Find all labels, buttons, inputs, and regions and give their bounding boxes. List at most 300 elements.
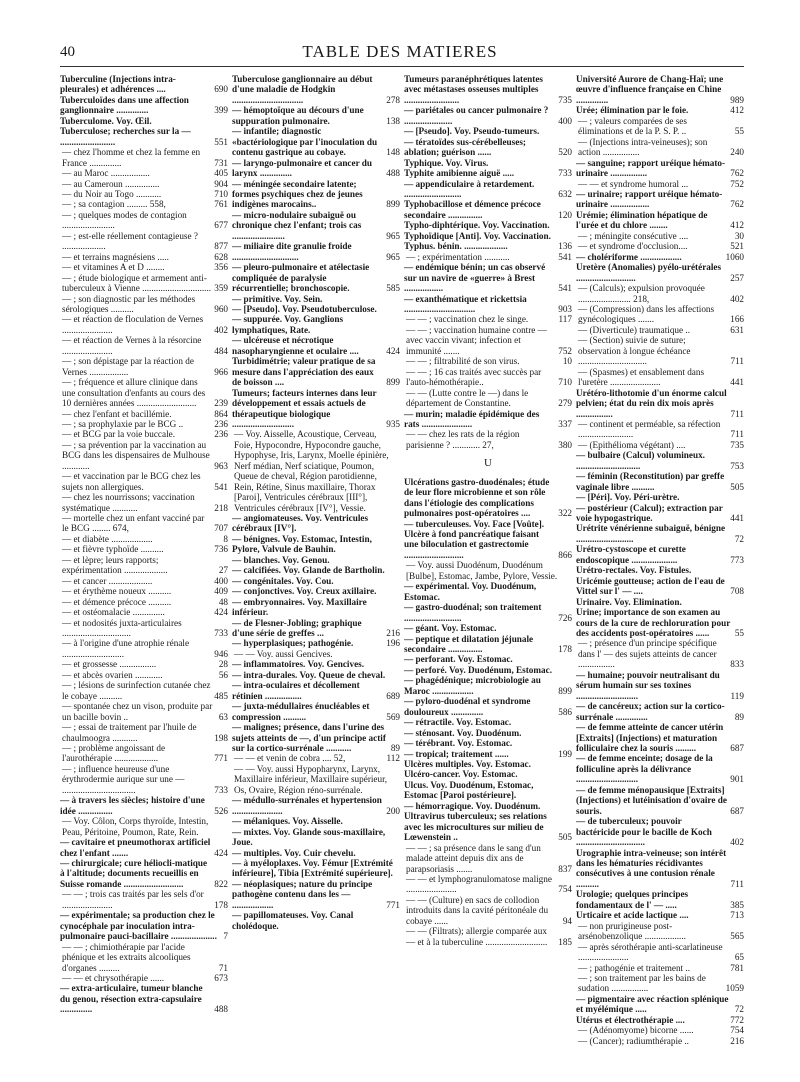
entry-text: Urée; élimination par le foie. — [576, 105, 689, 116]
entry-text: — de femme enceinte; dosage de la folliculine après la délivrance ........................... — [576, 753, 713, 785]
index-entry — [576, 973, 744, 994]
entry-page-number: 771 — [214, 753, 228, 764]
index-entry — [60, 544, 228, 554]
entry-page-number: 541 — [558, 283, 572, 294]
entry-page-number: 708 — [730, 586, 744, 597]
index-entry — [60, 670, 228, 680]
entry-text: — chirurgicale; cure héliocli-matique à l'altitude; documents recueillis en Suisse romande .......................... — [60, 857, 208, 889]
index-entry — [404, 252, 572, 262]
entry-text: Typhoïdique [Anti]. Voy. Vaccination. — [404, 230, 551, 241]
entry-text: — au Maroc ................. — [62, 168, 150, 179]
entry-page-number: 711 — [730, 408, 744, 419]
index-entry — [404, 314, 572, 324]
entry-page-number: 586 — [558, 706, 572, 717]
entry-text: Urologie; quelques principes fondamentaux de l' — ..... — [576, 889, 689, 910]
entry-text: — — (Culture) en sacs de collodion introduits dans la cavité péritonéale du cobaye ...... — [406, 894, 549, 926]
index-entry — [576, 963, 744, 973]
index-entry — [576, 921, 744, 942]
index-entry — [232, 858, 400, 879]
entry-page-number: 960 — [214, 303, 228, 314]
entry-text: — extra-articulaire, tumeur blanche du genou, résection extra-capsulaire .............. — [60, 983, 203, 1015]
entry-text: — — et chrysothérapie ...... — [62, 972, 165, 983]
entry-page-number: 521 — [730, 241, 744, 252]
index-entry — [60, 116, 228, 126]
entry-text: Tumeurs; facteurs internes dans leur développement et essais actuels de thérapeutique biologique ........................... — [232, 387, 377, 429]
entry-text: — bénignes. Voy. Estomac, Intestin, Pylore, Valvule de Bauhin. — [232, 533, 372, 555]
index-entry — [60, 273, 228, 294]
entry-text: Urétro-rectales. Voy. Fistules. — [576, 565, 692, 576]
index-entry — [576, 753, 744, 784]
entry-page-number: 752 — [558, 345, 572, 356]
index-entry — [404, 241, 572, 251]
entry-page-number: 385 — [730, 899, 744, 910]
entry-page-number: 754 — [558, 884, 572, 895]
entry-text: — phagédénique; microbiologie au Maroc .................. — [404, 675, 541, 696]
entry-text: — et fièvre typhoïde .......... — [62, 544, 164, 555]
index-entry — [404, 801, 572, 811]
entry-text: — (Compression) dans les affections gynécologiques ....... — [578, 303, 715, 325]
entry-text: — sanguine; rapport uréique hémato-urinaire ................ — [576, 157, 726, 179]
index-entry — [232, 304, 400, 314]
index-entry — [60, 942, 228, 973]
entry-text: — ; essai de traitement par l'huile de chaulmoogra ........... — [62, 722, 197, 743]
index-entry — [232, 670, 400, 680]
entry-page-number: 380 — [558, 439, 572, 450]
entry-page-number: 822 — [214, 878, 228, 889]
entry-page-number: 731 — [214, 157, 228, 168]
entry-text: Tuberculose ganglionnaire au début d'une maladie de Hodgkin ............................... — [232, 74, 373, 105]
entry-text: — et érythème noueux .......... — [62, 586, 172, 597]
index-entry — [60, 889, 228, 910]
entry-text: Typhus. bénin. ................... — [404, 241, 508, 252]
index-entry — [576, 388, 744, 419]
entry-page-number: 185 — [558, 936, 572, 947]
entry-text: Urticaire et acide lactique .... — [576, 910, 689, 921]
index-entry — [232, 618, 400, 639]
index-entry — [60, 74, 228, 95]
entry-text: — suppurée. Voy. Ganglions lymphatiques, Rate. — [232, 314, 344, 335]
entry-page-number: 735 — [730, 439, 744, 450]
index-entry — [576, 158, 744, 179]
entry-page-number: 1059 — [725, 983, 744, 994]
entry-page-number: 687 — [730, 743, 744, 753]
index-entry — [232, 126, 400, 157]
index-entry — [60, 419, 228, 429]
entry-text: — postérieur (Calcul); extraction par voie hypogastrique. — [576, 502, 723, 524]
index-entry — [232, 701, 400, 722]
index-entry — [60, 764, 228, 795]
entry-page-number: 762 — [730, 199, 744, 210]
index-entry — [404, 780, 572, 801]
entry-text: — (Epithélioma végétant) .... — [578, 439, 686, 450]
index-entry — [60, 356, 228, 377]
entry-text: — géant. Voy. Estomac. — [404, 623, 497, 634]
index-entry — [232, 314, 400, 335]
index-entry — [232, 388, 400, 430]
entry-page-number: 781 — [730, 962, 744, 973]
index-entry — [404, 529, 572, 560]
index-entry — [576, 597, 744, 607]
index-entry — [60, 618, 228, 639]
entry-page-number: 56 — [218, 669, 228, 680]
entry-page-number: 279 — [558, 398, 572, 409]
entry-page-number: 833 — [730, 659, 744, 670]
index-entry — [576, 419, 744, 440]
entry-page-number: 63 — [218, 711, 228, 722]
entry-page-number: 733 — [558, 168, 572, 179]
entry-page-number: 505 — [730, 481, 744, 492]
entry-text: — urinaire; rapport uréique hémato-urinaire ................. — [576, 188, 723, 210]
entry-page-number: 424 — [214, 607, 228, 618]
entry-text: Typho-diphtérique. Voy. Vaccination. — [404, 220, 550, 231]
index-entry — [404, 728, 572, 738]
entry-text: — ; fréquence et allure clinique dans une consultation d'enfants au cours des 10 dernières années .......................... — [62, 377, 206, 409]
entry-text: — multiples. Voy. Cuir chevelu. — [232, 847, 356, 858]
index-entry — [576, 848, 744, 890]
index-entry — [232, 241, 400, 262]
entry-text: — intra-oculaires et décollement rétinien ................ — [232, 680, 360, 701]
entry-page-number: 864 — [214, 408, 228, 419]
entry-text: Université Aurore de Chang-Haï; une œuvre d'influence française en Chine .............. — [576, 74, 724, 105]
entry-page-number: 216 — [730, 1035, 744, 1046]
index-entry — [576, 994, 744, 1015]
index-entry — [232, 753, 400, 763]
index-entry — [576, 942, 744, 963]
entry-page-number: 488 — [386, 168, 400, 179]
entry-text: — et cancer ................... — [62, 575, 153, 586]
entry-text: Tuberculine (Injections intra-pleurales) et adhérences .... — [60, 74, 176, 95]
entry-text: — cavitaire et pneumothorax artificiel chez l'enfant ....... — [60, 837, 211, 858]
entry-page-number: 772 — [730, 1014, 744, 1025]
entry-text: — et abcès ovarien ............ — [62, 669, 163, 680]
entry-text: — exanthématique et rickettsia ............................... — [404, 293, 527, 314]
entry-text: — à l'origine d'une atrophie rénale ........................... — [62, 638, 190, 659]
entry-page-number: 257 — [730, 272, 744, 283]
index-entry — [576, 471, 744, 492]
index-entry — [576, 1036, 744, 1046]
index-entry — [576, 638, 744, 669]
entry-page-number: 726 — [558, 612, 572, 623]
entry-text: — ; présence d'un principe spécifique dans l' — des sujets atteints de cancer ................ — [578, 638, 717, 670]
index-entry — [60, 586, 228, 596]
entry-text: — Voy. Côlon, Corps thyroïde, Intestin, Peau, Péritoine, Poumon, Rate, Rein. — [62, 816, 209, 837]
index-entry — [576, 785, 744, 816]
index-entry — [232, 513, 400, 534]
index-entry — [232, 210, 400, 241]
entry-page-number: 966 — [214, 366, 228, 377]
entry-text: — Voy. aussi Duodénum, Duodénum [Bulbe], Estomac, Jambe, Pylore, Vessie. — [406, 560, 558, 581]
entry-page-number: 117 — [558, 314, 572, 325]
entry-text: Typhobacillose et démence précoce secondaire ............... — [404, 199, 541, 220]
index-entry — [404, 874, 572, 895]
index-column-3 — [404, 74, 572, 1074]
index-entry — [60, 314, 228, 335]
entry-text: — ; son traitement par les bains de sudation ................ — [578, 972, 706, 994]
entry-text: Urographie intra-veineuse; son intérêt dans les hématuries récidivantes consécutives à une contusion rénale .......... — [576, 847, 727, 889]
entry-page-number: 72 — [734, 533, 744, 544]
index-entry — [576, 210, 744, 231]
index-entry — [576, 262, 744, 283]
entry-page-number: 400 — [558, 115, 572, 126]
entry-page-number: 236 — [214, 429, 228, 440]
entry-page-number: 710 — [558, 377, 572, 388]
entry-text: — et réaction de Vernes à la résorcine ...................... — [62, 335, 202, 356]
entry-text: — ; influence heureuse d'une érythrodermie aurique sur une — ................................ — [62, 763, 185, 795]
entry-text: — et nodosités juxta-articulaires .............................. — [62, 617, 182, 639]
index-entry — [232, 827, 400, 848]
entry-page-number: 65 — [734, 952, 744, 963]
index-columns — [60, 74, 744, 1074]
entry-text: — pyloro-duodénal et syndrome douloureux .............. — [404, 696, 531, 717]
entry-page-number: 488 — [214, 1004, 228, 1015]
entry-text: — — ; sa présence dans le sang d'un malade atteint depuis dix ans de parapsoriasis ....... — [406, 842, 541, 874]
entry-text: — ; quelques modes de contagion ....................... — [62, 209, 187, 231]
index-entry — [60, 179, 228, 189]
index-entry — [404, 665, 572, 675]
index-entry — [60, 262, 228, 272]
entry-text: Tuberculoïdes dans une affection ganglionnaire .............. — [60, 94, 189, 116]
entry-text: — — ; chimiothérapie par l'acide phénique et les extraits alcooliques d'organes ......... — [62, 941, 191, 973]
index-entry — [60, 168, 228, 178]
entry-page-number: 689 — [386, 690, 400, 701]
entry-page-number: 632 — [558, 188, 572, 199]
entry-page-number: 762 — [730, 168, 744, 179]
index-entry — [232, 105, 400, 126]
entry-text: — et syndrome d'occlusion.... — [578, 241, 688, 252]
index-entry — [232, 555, 400, 565]
entry-page-number: 236 — [214, 418, 228, 429]
entry-text: Ulcérations gastro-duodénales; étude de leur flore microbienne et son rôle dans l'étiologie des complications pulmonaires post-opératoires .... — [404, 476, 550, 519]
entry-page-number: 178 — [214, 899, 228, 910]
entry-text: — ; méningite consécutive .... — [578, 230, 689, 241]
entry-page-number: 963 — [214, 460, 228, 471]
entry-page-number: 112 — [386, 753, 400, 764]
entry-text: — — ; trois cas traités par les sels d'or ...................... — [62, 889, 204, 910]
index-entry — [404, 717, 572, 727]
index-entry — [404, 811, 572, 842]
index-entry — [404, 602, 572, 623]
entry-text: — perforé. Voy. Duodénum, Estomac. — [404, 664, 553, 675]
index-entry — [404, 367, 572, 388]
entry-text: — laryngo-pulmonaire et cancer du larynx .............. — [232, 157, 373, 179]
entry-page-number: 399 — [214, 105, 228, 116]
entry-text: — spontanée chez un vison, produite par un bacille bovin .. — [62, 701, 213, 722]
entry-page-number: 707 — [214, 523, 228, 534]
entry-page-number: 565 — [730, 931, 744, 942]
index-entry — [576, 607, 744, 638]
entry-text: — tuberculeuses. Voy. Face [Voûte]. — [404, 518, 545, 529]
index-entry — [60, 409, 228, 419]
entry-text: — ; sa prophylaxie par le BCG .. — [62, 418, 184, 429]
entry-page-number: 585 — [386, 283, 400, 294]
entry-text: — — ; 16 cas traités avec succès par l'auto-hémothérapie.. — [406, 366, 542, 388]
index-entry — [576, 105, 744, 115]
entry-text: — ; étude biologique et armement anti-tuberculeux à Vienne .............................. — [62, 272, 212, 294]
index-entry — [576, 450, 744, 471]
entry-text: — bulbaire (Calcul) volumineux. ............................ — [576, 450, 705, 471]
index-column-2 — [232, 74, 400, 1074]
index-entry — [60, 659, 228, 669]
entry-text: — féminin (Reconstitution) par greffe vaginale libre .......... — [576, 471, 725, 492]
index-entry — [404, 74, 572, 105]
entry-text: — gastro-duodénal; son traitement ......................... — [404, 602, 542, 623]
index-entry — [576, 74, 744, 105]
entry-text: — malignes; présence, dans l'urine des sujets atteints de —, d'un principe actif sur la cortico-surrénale ........... — [232, 722, 386, 753]
entry-page-number: 409 — [214, 586, 228, 597]
index-entry — [404, 738, 572, 748]
index-entry — [60, 816, 228, 837]
entry-text: — juxta-médullaires énucléables et compression .......... — [232, 701, 370, 722]
index-entry — [576, 189, 744, 210]
entry-text: — ; son dépistage par la réaction de Vernes ................. — [62, 356, 194, 377]
page-number: 40 — [60, 44, 75, 60]
entry-text: — médullo-surrénales et hypertension ...................... — [232, 795, 382, 816]
entry-text: Turbidimétrie; valeur pratique de sa mesure dans l'appréciation des eaux de boisson .... — [232, 356, 376, 388]
entry-text: — miliaire dite granulie froide ............................. — [232, 241, 352, 262]
index-entry — [576, 325, 744, 335]
index-entry — [404, 126, 572, 136]
entry-text: Ultravirus tuberculeux; ses relations avec les microcultures sur milieu de Lœwenstein .. — [404, 811, 547, 843]
entry-text: — [Péri]. Voy. Péri-urètre. — [576, 492, 680, 503]
index-entry — [576, 252, 744, 262]
index-entry — [404, 926, 572, 947]
entry-page-number: 541 — [558, 251, 572, 262]
index-entry — [60, 534, 228, 544]
entry-text: — (Diverticule) traumatique .. — [578, 324, 690, 335]
entry-page-number: 136 — [558, 241, 572, 252]
entry-page-number: 541 — [214, 481, 228, 492]
entry-text: — mélaniques. Voy. Aisselle. — [232, 816, 343, 827]
index-entry — [60, 492, 228, 513]
entry-text: — ; sa prévention par la vaccination au BCG dans les dispensaires de Mulhouse ............ — [62, 439, 210, 471]
index-entry — [404, 294, 572, 315]
index-entry — [232, 722, 400, 753]
entry-text: — — et venin de cobra .... 52, — [234, 753, 346, 764]
entry-page-number: 28 — [218, 659, 228, 670]
index-entry — [60, 910, 228, 941]
entry-text: — ; valeurs comparées de ses éliminations et de la P. S. P. .. — [578, 115, 687, 137]
entry-text: — pleuro-pulmonaire et atélectasie compliquée de paralysie récurrentielle; bronchoscopie. — [232, 262, 370, 294]
index-entry — [404, 179, 572, 200]
index-entry — [576, 576, 744, 597]
entry-page-number: 526 — [214, 805, 228, 816]
index-entry — [60, 837, 228, 858]
index-entry — [232, 816, 400, 826]
index-entry — [232, 534, 400, 555]
index-entry — [232, 764, 400, 795]
entry-page-number: 55 — [734, 126, 744, 137]
entry-text: — et diabète .................. — [62, 533, 153, 544]
entry-text: Tumeurs paranéphrétiques latentes avec métastases osseuses multiples ........................ — [404, 74, 544, 105]
entry-page-number: 761 — [214, 199, 228, 210]
entry-text: Urémie; élimination hépatique de l'urée et du chlore ........ — [576, 209, 708, 231]
entry-text: — ; son diagnostic par les méthodes sérologiques .......... — [62, 293, 196, 314]
index-entry — [404, 409, 572, 430]
entry-text: Urétrite vénérienne subaiguë, bénigne ......................... — [576, 523, 726, 544]
entry-page-number: 877 — [214, 241, 228, 252]
entry-text: — continent et perméable, sa réfection ........................ — [578, 418, 721, 440]
entry-text: — infantile; diagnostic «bactériologique par l'inoculation du contenu gastrique au cobaye. — [232, 126, 378, 158]
index-entry — [576, 283, 744, 304]
index-entry — [232, 179, 400, 210]
entry-page-number: 989 — [730, 94, 744, 105]
entry-text: Ulcéro-cancer. Voy. Estomac. — [404, 769, 518, 780]
index-entry — [576, 1015, 744, 1025]
index-entry — [60, 429, 228, 439]
index-entry — [60, 722, 228, 743]
entry-text: — sténosant. Voy. Duodénum. — [404, 727, 522, 738]
entry-text: Ulcère à fond pancréatique faisant une biloculation et gastrectomie .......................... — [404, 529, 540, 560]
entry-text: — méningée secondaire latente; formes psychiques chez de jeunes indigènes marocains.. — [232, 178, 363, 210]
entry-page-number: 965 — [386, 230, 400, 241]
entry-page-number: 520 — [558, 147, 572, 158]
index-entry — [60, 210, 228, 231]
entry-page-number: 837 — [558, 863, 572, 874]
entry-text: — ; sa contagion ......... 558, — [62, 199, 166, 210]
index-entry — [404, 623, 572, 633]
index-entry — [60, 231, 228, 252]
index-entry — [60, 294, 228, 315]
entry-text: — — ; vaccination chez le singe. — [406, 314, 529, 325]
entry-page-number: 216 — [386, 628, 400, 639]
entry-page-number: 551 — [214, 136, 228, 147]
entry-page-number: 30 — [734, 230, 744, 241]
entry-text: — perforant. Voy. Estomac. — [404, 654, 513, 665]
entry-page-number: 899 — [386, 377, 400, 388]
index-entry — [404, 105, 572, 126]
entry-page-number: 713 — [730, 910, 744, 921]
index-entry — [60, 95, 228, 116]
entry-text: — — et lymphogranulomatose maligne ...................... — [406, 873, 552, 895]
index-column-4 — [576, 74, 744, 1074]
entry-text: — ; est-elle réellement contagieuse ? ................... — [62, 230, 198, 252]
header-rule — [60, 66, 744, 67]
entry-page-number: 10 — [562, 356, 572, 367]
entry-text: — et vitamines A et D ........ — [62, 262, 165, 273]
entry-text: — ; expérimentation ........... — [406, 251, 510, 262]
entry-text: — congénitales. Voy. Cou. — [232, 575, 334, 586]
entry-page-number: 935 — [386, 418, 400, 429]
entry-text: — et BCG par la voie buccale. — [62, 429, 176, 440]
index-entry — [60, 513, 228, 534]
entry-text: — et réaction de floculation de Vernes ...................... — [62, 314, 204, 335]
entry-text: — tératoïdes sus-cérébelleuses; ablation; guérison ...... — [404, 136, 526, 158]
entry-page-number: 677 — [214, 220, 228, 231]
entry-text: — (Adénomyome) bicorne ...... — [578, 1025, 694, 1036]
index-entry — [232, 649, 400, 659]
index-entry — [60, 377, 228, 408]
entry-page-number: 711 — [730, 878, 744, 889]
entry-text: — intra-durales. Voy. Queue de cheval. — [232, 669, 386, 680]
entry-page-number: 199 — [558, 748, 572, 759]
entry-page-number: 178 — [558, 644, 572, 655]
entry-page-number: 119 — [730, 690, 744, 701]
entry-text: — — chez les rats de la région parisienne ? ............ 27, — [406, 429, 520, 450]
entry-text: — humaine; pouvoir neutralisant du sérum humain sur ses toxines ........................... — [576, 669, 720, 701]
entry-text: — et démence précoce .......... — [62, 596, 172, 607]
index-entry — [576, 231, 744, 241]
entry-page-number: 120 — [558, 209, 572, 220]
entry-page-number: 200 — [386, 805, 400, 816]
entry-page-number: 710 — [214, 188, 228, 199]
entry-page-number: 733 — [214, 784, 228, 795]
index-entry — [404, 477, 572, 519]
entry-page-number: 196 — [386, 638, 400, 649]
entry-text: — térébrant. Voy. Estomac. — [404, 738, 513, 749]
entry-text: — et lèpre; leurs rapports; expérimentation ................... — [62, 554, 168, 576]
entry-page-number: 690 — [214, 84, 228, 95]
index-entry — [404, 158, 572, 168]
